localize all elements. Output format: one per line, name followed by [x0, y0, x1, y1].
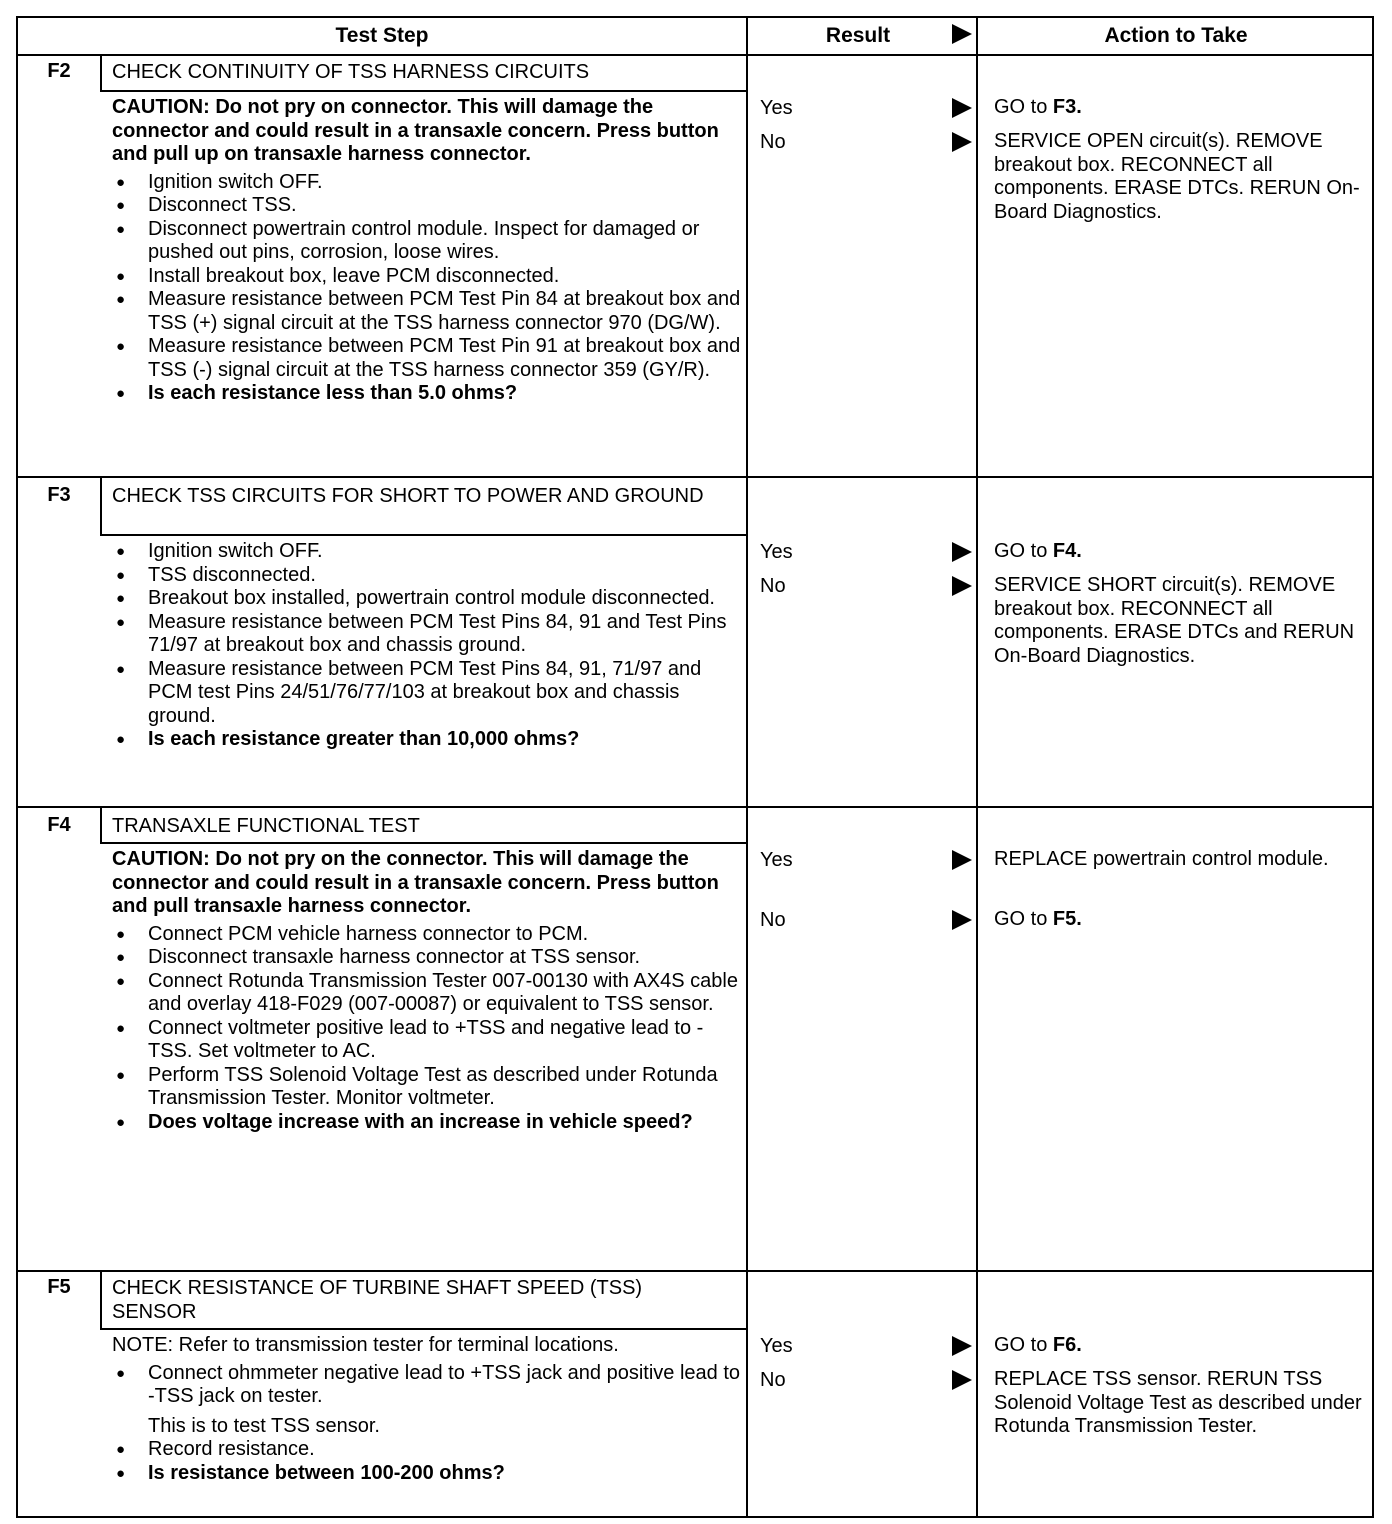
- step-title: TRANSAXLE FUNCTIONAL TEST: [112, 815, 420, 837]
- list-item: ● Ignition switch OFF.: [112, 171, 742, 195]
- step-divider: [18, 806, 1374, 808]
- step-code: F3: [47, 484, 71, 506]
- header-test-step: Test Step: [335, 24, 429, 47]
- result-no: No: [760, 131, 786, 153]
- result-arrow-icon: [952, 576, 972, 596]
- list-item: ● Measure resistance between PCM Test Pins 84, 91 and Test Pins 71/97 at breakout box and chassis ground.: [112, 611, 742, 658]
- action-yes: [994, 540, 1364, 564]
- list-item: ● Connect Rotunda Transmission Tester 007-00130 with AX4S cable and overlay 418-F029 (007-00087) or equivalent to TSS sensor.: [112, 970, 742, 1017]
- result-no: No: [760, 909, 786, 931]
- result-arrow-icon: [952, 1336, 972, 1356]
- step-divider: [18, 476, 1374, 478]
- step-title: CHECK TSS CIRCUITS FOR SHORT TO POWER AND GROUND: [112, 485, 704, 507]
- step-body: [112, 848, 742, 1134]
- list-item: ● TSS disconnected.: [112, 564, 742, 588]
- caution-text: CAUTION: Do not pry on the connector. This will damage the connector and could result in a transaxle concern. Press button and pull transaxle harness connector.: [112, 848, 719, 917]
- code-divider: [100, 806, 102, 842]
- result-yes: Yes: [760, 97, 793, 119]
- result-arrow-icon: [952, 542, 972, 562]
- result-arrow-icon: [952, 850, 972, 870]
- step-title: CHECK CONTINUITY OF TSS HARNESS CIRCUITS: [112, 61, 590, 83]
- step-list: [112, 171, 742, 406]
- list-item: ● Measure resistance between PCM Test Pin 91 at breakout box and TSS (-) signal circuit at the TSS harness connector 359 (GY/R).: [112, 335, 742, 382]
- result-arrow-icon: [952, 910, 972, 930]
- list-item: ● Disconnect transaxle harness connector at TSS sensor.: [112, 946, 742, 970]
- action-no: SERVICE SHORT circuit(s). REMOVE breakout box. RECONNECT all components. ERASE DTCs and RERUN On-Board Diagnostics.: [994, 574, 1355, 667]
- step-divider: [18, 1270, 1374, 1272]
- step-question: ● Is each resistance greater than 10,000 ohms?: [112, 728, 742, 752]
- col-divider-result: [746, 18, 748, 1518]
- step-code: F4: [47, 814, 71, 836]
- result-arrow-icon: [952, 98, 972, 118]
- step-body: [112, 540, 742, 752]
- result-no: No: [760, 1369, 786, 1391]
- col-divider-action: [976, 18, 978, 1518]
- step-question: ● Is each resistance less than 5.0 ohms?: [112, 382, 742, 406]
- step-question: ● Does voltage increase with an increase in vehicle speed?: [112, 1111, 742, 1135]
- step-list: [112, 540, 742, 752]
- action-text: GO to: [994, 1334, 1053, 1356]
- action-yes: [994, 96, 1364, 120]
- result-no: No: [760, 575, 786, 597]
- step-question: ● Is resistance between 100-200 ohms?: [112, 1462, 742, 1486]
- header-divider: [18, 54, 1374, 56]
- list-item: ● Disconnect powertrain control module. Inspect for damaged or pushed out pins, corrosion, loose wires.: [112, 218, 742, 265]
- caution-text: CAUTION: Do not pry on connector. This will damage the connector and could result in a transaxle concern. Press button and pull up on transaxle harness connector.: [112, 96, 719, 165]
- header-result-arrow-icon: [952, 24, 972, 44]
- list-note: This is to test TSS sensor.: [148, 1414, 380, 1437]
- list-item: ● Ignition switch OFF.: [112, 540, 742, 564]
- action-yes: REPLACE powertrain control module.: [994, 848, 1329, 870]
- step-body: [112, 96, 742, 406]
- code-divider: [100, 476, 102, 534]
- list-item: ● Connect voltmeter positive lead to +TSS and negative lead to -TSS. Set voltmeter to AC.: [112, 1017, 742, 1064]
- step-list: [112, 1362, 742, 1486]
- action-no: REPLACE TSS sensor. RERUN TSS Solenoid Voltage Test as described under Rotunda Transmission Tester.: [994, 1368, 1362, 1437]
- action-step-ref: F3.: [1052, 96, 1082, 118]
- action-step-ref: F4.: [1052, 540, 1082, 562]
- title-underline: [100, 842, 746, 844]
- step-list: [112, 923, 742, 1135]
- action-text: GO to: [994, 96, 1053, 118]
- action-text: GO to: [994, 908, 1053, 930]
- step-code: F5: [47, 1276, 71, 1298]
- list-item: ● Record resistance.: [112, 1438, 742, 1462]
- list-item: ● Connect PCM vehicle harness connector to PCM.: [112, 923, 742, 947]
- result-yes: Yes: [760, 1335, 793, 1357]
- list-item: ● Disconnect TSS.: [112, 194, 742, 218]
- list-item: ● Breakout box installed, powertrain control module disconnected.: [112, 587, 742, 611]
- list-item: ● Install breakout box, leave PCM disconnected.: [112, 265, 742, 289]
- header-result: Result: [825, 24, 891, 47]
- action-no: [994, 908, 1364, 932]
- title-underline: [100, 534, 746, 536]
- note-text: NOTE: Refer to transmission tester for terminal locations.: [112, 1334, 619, 1356]
- code-divider: [100, 1270, 102, 1328]
- result-yes: Yes: [760, 849, 793, 871]
- list-item: ● Connect ohmmeter negative lead to +TSS jack and positive lead to -TSS jack on tester.: [112, 1362, 742, 1409]
- result-arrow-icon: [952, 1370, 972, 1390]
- action-step-ref: F5.: [1052, 908, 1082, 930]
- diagnostic-test-table: [16, 16, 1374, 1518]
- list-item: ● Measure resistance between PCM Test Pin 84 at breakout box and TSS (+) signal circuit at the TSS harness connector 970 (DG/W).: [112, 288, 742, 335]
- list-item: ● Perform TSS Solenoid Voltage Test as described under Rotunda Transmission Tester. Monitor voltmeter.: [112, 1064, 742, 1111]
- title-underline: [100, 1328, 746, 1330]
- step-body: [112, 1334, 742, 1485]
- action-yes: [994, 1334, 1364, 1358]
- step-code: F2: [47, 60, 71, 82]
- result-arrow-icon: [952, 132, 972, 152]
- action-step-ref: F6.: [1052, 1334, 1082, 1356]
- code-divider: [100, 54, 102, 90]
- list-item: ● Measure resistance between PCM Test Pins 84, 91, 71/97 and PCM test Pins 24/51/76/77/103 at breakout box and chassis ground.: [112, 658, 742, 729]
- title-underline: [100, 90, 746, 92]
- result-yes: Yes: [760, 541, 793, 563]
- action-no: SERVICE OPEN circuit(s). REMOVE breakout box. RECONNECT all components. ERASE DTCs. RERUN On-Board Diagnostics.: [994, 130, 1360, 223]
- step-title: CHECK RESISTANCE OF TURBINE SHAFT SPEED (TSS) SENSOR: [112, 1277, 643, 1323]
- header-action: Action to Take: [1104, 24, 1248, 47]
- action-text: GO to: [994, 540, 1053, 562]
